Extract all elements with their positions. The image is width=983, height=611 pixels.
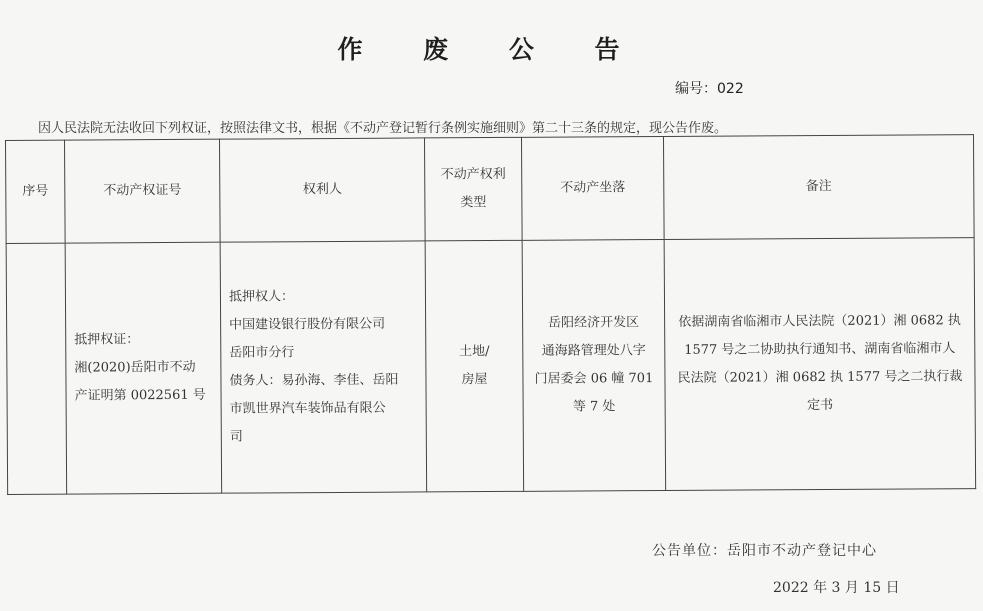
header-holders: 权利人 <box>219 138 425 242</box>
cell-location: 岳阳经济开发区 通海路管理处八字 门居委会 06 幢 701 等 7 处 <box>522 239 666 491</box>
cell-seq <box>6 243 67 494</box>
table-row <box>6 238 976 495</box>
cell-right-type: 土地/ 房屋 <box>425 240 524 492</box>
cell-cert-no: 抵押权证： 湘(2020)岳阳市不动 产证明第 0022561 号 <box>65 242 222 494</box>
issue-date: 2022 年 3 月 15 日 <box>773 580 900 596</box>
header-cert-no: 不动产权证号 <box>65 139 221 243</box>
header-right-type: 不动产权利 类型 <box>424 137 522 241</box>
header-seq: 序号 <box>6 140 66 243</box>
cell-remark: 依据湖南省临湘市人民法院（2021）湘 0682 执 1577 号之二协助执行通知书、湖南省临湘市人 民法院（2021）湘 0682 执 1577 号之二执行裁 定书 <box>664 238 976 491</box>
header-remark: 备注 <box>663 135 974 240</box>
issuer: 公告单位：岳阳市不动产登记中心 <box>652 543 877 559</box>
table-header-row <box>6 135 975 244</box>
notice-table <box>5 134 976 495</box>
notice-title: 作 废 公 告 <box>337 35 646 64</box>
notice-number: 编号：022 <box>675 81 744 97</box>
header-location: 不动产坐落 <box>521 136 664 240</box>
notice-intro: 因人民法院无法收回下列权证，按照法律文书，根据《不动产登记暂行条例实施细则》第二十三条的规定，现公告作废。 <box>38 121 728 136</box>
cell-holders: 抵押权人： 中国建设银行股份有限公司 岳阳市分行 债务人：易孙海、李佳、岳阳 市凯世界汽车装饰品有限公 司 <box>220 241 427 493</box>
